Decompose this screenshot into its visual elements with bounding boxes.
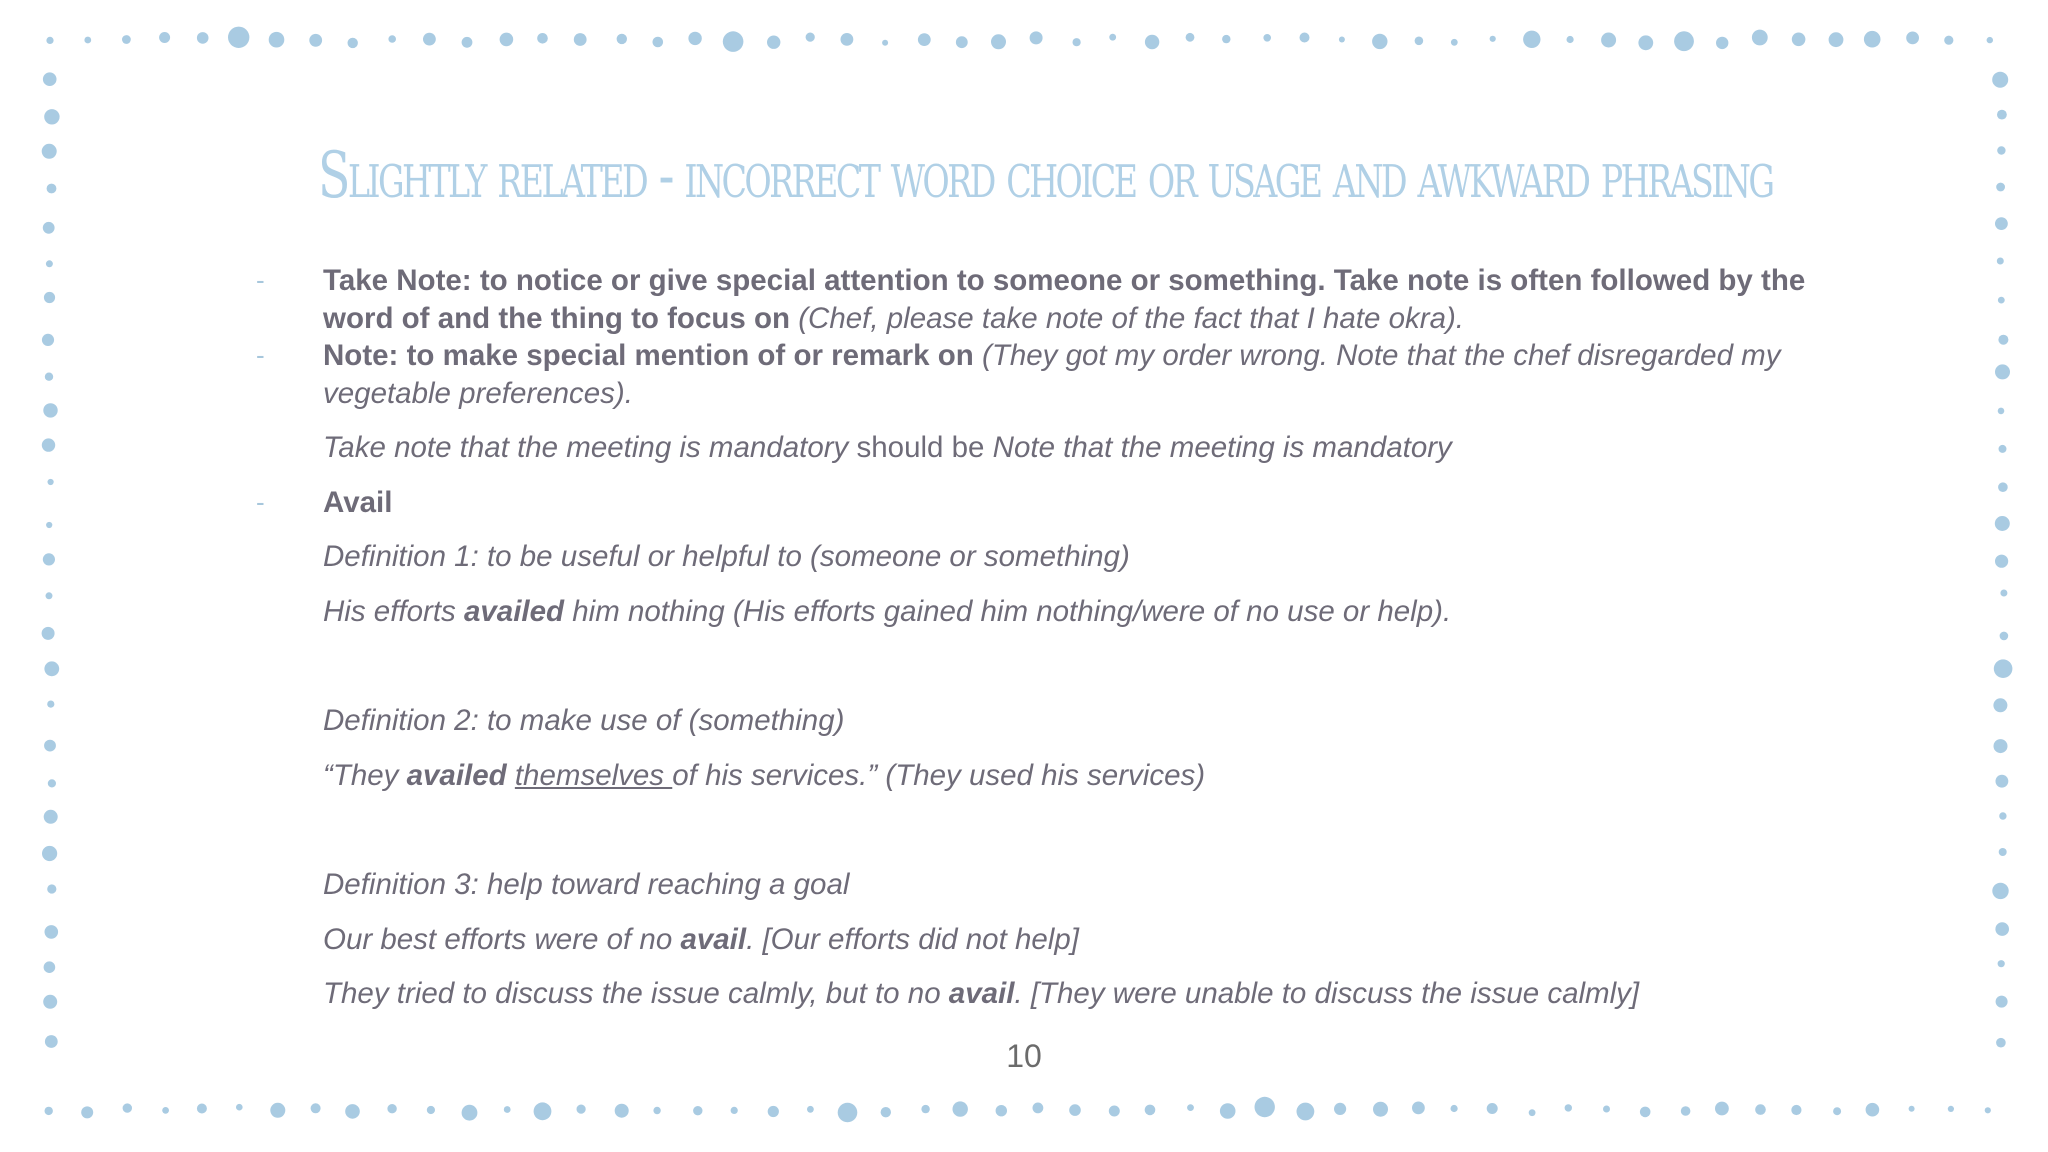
- border-dot: [1997, 258, 2004, 265]
- border-dot: [81, 1106, 93, 1118]
- border-dot: [1681, 1106, 1691, 1116]
- border-dot: [1603, 1106, 1610, 1113]
- border-dot: [47, 184, 57, 194]
- border-dot: [768, 1106, 779, 1117]
- border-dot: [1948, 1106, 1954, 1112]
- border-dot: [1791, 1105, 1801, 1115]
- wrong-phrasing: Take note that the meeting is mandatory: [323, 431, 849, 464]
- bullet-marker: -: [256, 265, 265, 295]
- border-dot: [1998, 335, 2008, 345]
- border-dot: [1995, 364, 2010, 379]
- avail-example-1: His efforts availed him nothing (His efforts gained him nothing/were of no use or help).: [323, 594, 1452, 628]
- border-dot: [44, 292, 55, 303]
- border-dot: [1373, 1102, 1388, 1117]
- border-dot: [921, 1105, 929, 1113]
- border-dot: [918, 33, 931, 46]
- border-dot: [723, 31, 744, 52]
- border-dot: [345, 1104, 360, 1119]
- border-dot: [1263, 34, 1271, 42]
- border-dot: [1987, 37, 1993, 43]
- border-dot: [1992, 72, 2008, 88]
- border-dot: [1995, 217, 2008, 230]
- border-dot: [1994, 659, 2013, 678]
- border-dot: [1715, 1102, 1729, 1116]
- border-dot: [1994, 739, 2008, 753]
- border-dot: [269, 32, 285, 48]
- border-dot: [43, 72, 57, 86]
- border-dot: [731, 1107, 738, 1114]
- border-dot: [841, 33, 854, 46]
- avail-example-3b: They tried to discuss the issue calmly, but to no avail. [They were unable to discuss the issue calmly]: [323, 977, 1640, 1010]
- bullet-marker: -: [256, 486, 265, 517]
- border-dot: [123, 1103, 132, 1112]
- border-dot: [348, 38, 358, 48]
- correct-phrasing: Note that the meeting is mandatory: [992, 431, 1452, 464]
- take-note-definition: Take Note: to notice or give special attention to someone or something. Take note is often followed by the word of and the thing to focus on: [323, 264, 1806, 335]
- border-dot: [1372, 34, 1387, 49]
- border-dot: [1755, 1104, 1766, 1115]
- border-dot: [693, 1106, 702, 1115]
- border-dot: [197, 32, 209, 44]
- border-dot: [1997, 110, 2007, 120]
- border-dot: [1297, 1103, 1315, 1121]
- border-dot: [309, 34, 322, 47]
- border-dot: [1996, 183, 2005, 192]
- avail-definition-1: Definition 1: to be useful or helpful to (someone or something): [323, 540, 1130, 573]
- border-dot: [45, 925, 59, 939]
- border-dot: [1451, 1105, 1458, 1112]
- border-dot: [1995, 555, 2008, 568]
- border-dot: [1944, 36, 1953, 45]
- border-dot: [1833, 1107, 1841, 1115]
- bullet-marker: -: [256, 340, 265, 370]
- border-dot: [688, 32, 701, 45]
- border-dot: [1415, 37, 1424, 46]
- border-dot: [46, 260, 53, 267]
- border-dot: [44, 810, 58, 824]
- border-dot: [1339, 37, 1345, 43]
- border-dot: [44, 661, 59, 676]
- border-dot: [43, 553, 55, 565]
- border-dot: [806, 33, 815, 42]
- border-dot: [43, 222, 55, 234]
- border-dot: [1674, 31, 1694, 51]
- border-dot: [43, 403, 57, 417]
- border-dot: [577, 1105, 586, 1114]
- border-dot: [996, 1105, 1007, 1116]
- border-dot: [1412, 1102, 1425, 1115]
- border-dot: [42, 846, 57, 861]
- border-dot: [42, 438, 55, 451]
- border-dot: [46, 37, 53, 44]
- bullet-note: [256, 337, 1853, 412]
- border-dot: [1998, 482, 2008, 492]
- border-dot: [311, 1103, 321, 1113]
- border-dot: [1300, 33, 1310, 43]
- avail-heading: Avail: [323, 485, 393, 519]
- border-dot: [1030, 31, 1043, 44]
- border-dot: [462, 1105, 478, 1121]
- border-dot: [1640, 1107, 1651, 1118]
- border-dot: [953, 1101, 968, 1116]
- border-dot: [838, 1103, 858, 1123]
- border-dot: [387, 1104, 396, 1113]
- border-dot: [45, 1107, 53, 1115]
- border-dot: [615, 1104, 629, 1118]
- border-dot: [807, 1106, 814, 1113]
- border-dot: [1255, 1097, 1275, 1117]
- border-dot: [882, 40, 888, 46]
- border-dot: [44, 109, 59, 124]
- border-dot: [122, 35, 131, 44]
- note-correction-example: [323, 429, 1853, 467]
- border-dot: [1998, 960, 2005, 967]
- border-dot: [1109, 1106, 1120, 1117]
- border-dot: [1996, 775, 2009, 788]
- border-dot: [617, 34, 627, 44]
- note-definition: Note: to make special mention of or remark on: [323, 339, 974, 372]
- border-dot: [47, 884, 56, 893]
- border-dot: [197, 1104, 207, 1114]
- border-dot: [1334, 1103, 1346, 1115]
- note-example: (They got my order wrong. Note that the chef disregarded my vegetable preferences).: [323, 339, 1781, 410]
- border-dot: [1752, 30, 1768, 46]
- border-dot: [1716, 37, 1728, 49]
- border-dot: [1995, 922, 2009, 936]
- border-dot: [48, 779, 56, 787]
- border-dot: [1529, 1109, 1536, 1116]
- border-dot: [44, 740, 56, 752]
- border-dot: [537, 33, 548, 44]
- border-dot: [42, 627, 55, 640]
- border-dot: [228, 27, 249, 48]
- border-dot: [1993, 698, 2007, 712]
- border-dot: [1996, 996, 2008, 1008]
- slide-title: Slightly related - incorrect word choice or usage and awkward phrasing: [318, 139, 1773, 213]
- border-dot: [504, 1106, 511, 1113]
- border-dot: [1601, 33, 1616, 48]
- border-dot: [1145, 35, 1159, 49]
- border-dot: [881, 1107, 891, 1117]
- border-dot: [1565, 1104, 1572, 1111]
- avail-example-3a: Our best efforts were of no avail. [Our efforts did not help]: [323, 922, 1079, 956]
- border-dot: [1451, 39, 1458, 46]
- page-number: 10: [1006, 1038, 1042, 1074]
- border-dot: [236, 1104, 243, 1111]
- border-dot: [43, 995, 57, 1009]
- border-dot: [1906, 32, 1919, 45]
- border-dot: [47, 701, 54, 708]
- border-dot: [1069, 1104, 1081, 1116]
- border-dot: [1992, 883, 2008, 899]
- border-dot: [270, 1103, 285, 1118]
- border-dot: [956, 36, 968, 48]
- border-dot: [767, 36, 780, 49]
- avail-definition-2: Definition 2: to make use of (something): [323, 704, 845, 737]
- border-dot: [44, 961, 56, 973]
- border-dot: [1187, 1104, 1194, 1111]
- border-dot: [1997, 146, 2005, 154]
- border-dot: [653, 1107, 660, 1114]
- border-dot: [574, 33, 587, 46]
- slide-body: [256, 262, 1853, 1013]
- border-dot: [500, 33, 514, 47]
- border-dot: [1909, 1106, 1915, 1112]
- take-note-example: (Chef, please take note of the fact that I hate okra).: [790, 301, 1465, 335]
- border-dot: [1490, 36, 1496, 42]
- border-dot: [1864, 31, 1881, 48]
- bullet-take-note: [256, 262, 1853, 337]
- border-dot: [1109, 34, 1116, 41]
- border-dot: [2000, 632, 2009, 641]
- bullet-avail: [256, 484, 1853, 522]
- avail-example-2: “They availed themselves of his services.” (They used his services): [323, 758, 1206, 792]
- border-dot: [48, 479, 54, 485]
- border-dot: [423, 33, 436, 46]
- avail-definition-3: Definition 3: help toward reaching a goal: [323, 868, 850, 901]
- border-dot: [1999, 848, 2007, 856]
- border-dot: [1567, 36, 1574, 43]
- border-dot: [653, 37, 664, 48]
- border-dot: [462, 37, 473, 48]
- border-dot: [1999, 445, 2007, 453]
- border-dot: [46, 592, 53, 599]
- border-dot: [162, 1107, 169, 1114]
- border-dot: [84, 37, 91, 44]
- border-dot: [388, 35, 396, 43]
- border-dot: [1995, 516, 2010, 531]
- border-dot: [45, 373, 53, 381]
- border-dot: [1998, 297, 2005, 304]
- border-dot: [1073, 38, 1081, 46]
- border-dot: [1222, 35, 1230, 43]
- border-dot: [1186, 33, 1195, 42]
- border-dot: [534, 1102, 552, 1120]
- border-dot: [42, 144, 57, 159]
- border-dot: [427, 1106, 435, 1114]
- border-dot: [1999, 812, 2006, 819]
- border-dot: [1145, 1105, 1156, 1116]
- border-dot: [2000, 590, 2007, 597]
- connector-text: should be: [848, 431, 993, 464]
- border-dot: [1792, 33, 1806, 47]
- border-dot: [42, 334, 54, 346]
- border-dot: [991, 34, 1006, 49]
- border-dot: [1985, 1107, 1991, 1113]
- border-dot: [1220, 1103, 1236, 1119]
- border-dot: [1523, 31, 1540, 48]
- border-dot: [1033, 1103, 1044, 1114]
- border-dot: [46, 522, 52, 528]
- border-dot: [1998, 408, 2005, 415]
- border-dot: [1829, 32, 1844, 47]
- border-dot: [1638, 35, 1653, 50]
- border-dot: [1866, 1103, 1880, 1117]
- border-dot: [1487, 1103, 1498, 1114]
- border-dot: [159, 32, 170, 43]
